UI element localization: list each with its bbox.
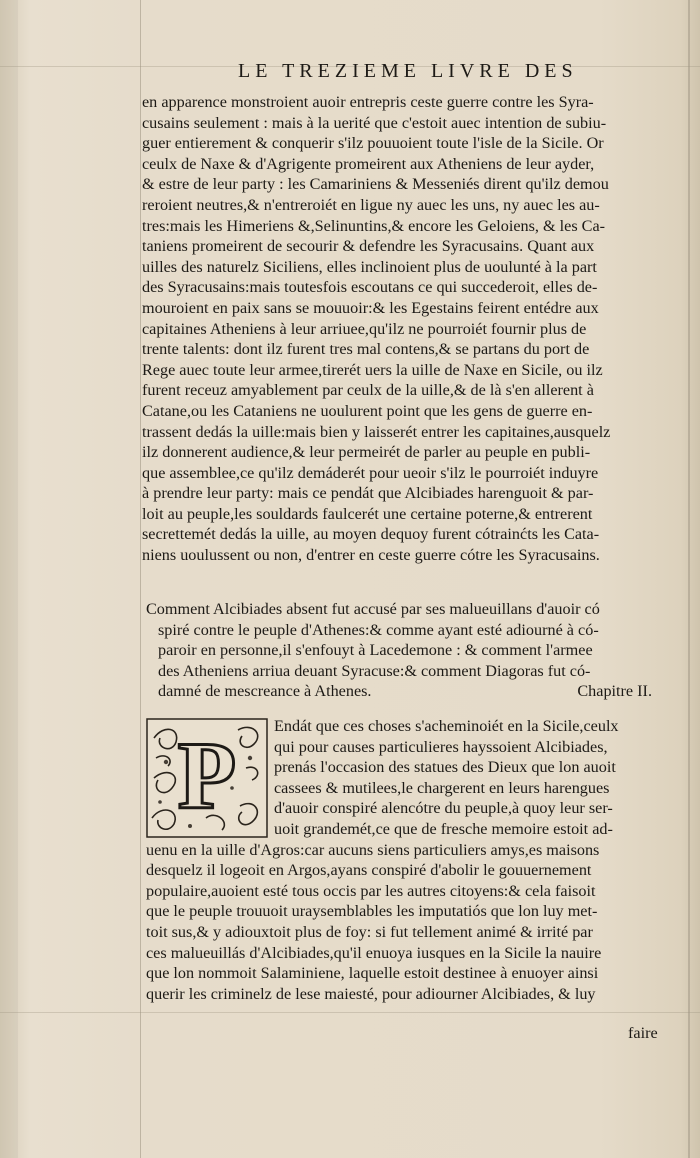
text-line: populaire,auoient esté tous occis par les autres citoyens:& cela faisoit	[146, 881, 596, 900]
text-line: d'auoir conspiré alencótre du peuple,à quoy leur ser-	[274, 799, 613, 818]
summary-line: paroir en personne,il s'enfouyt à Lacedemone : & comment l'armee	[158, 641, 593, 660]
summary-line: des Atheniens arriua deuant Syracuse:& comment Diagoras fut có-	[158, 661, 591, 680]
text-line: en apparence monstroient auoir entrepris ceste guerre contre les Syra-	[142, 93, 594, 111]
text-line: taniens promeirent de secourir & defendre les Syracusains. Quant aux	[142, 237, 595, 256]
right-page-edge	[688, 0, 690, 1158]
summary-line-last	[146, 681, 666, 702]
text-line: niens uoulussent ou non, d'entrer en ceste guerre cótre les Syracusains.	[142, 546, 600, 565]
text-line: que lon nommoit Salaminiene, laquelle estoit destinee à enuoyer ainsi	[146, 964, 599, 983]
chapter-summary	[146, 599, 666, 702]
text-line: & estre de leur party : les Camariniens & Messeniés dirent qu'ilz demou	[142, 175, 609, 194]
text-line: Rege auec toute leur armee,tirerét uers la uille de Naxe en Sicile, ou ilz	[142, 360, 603, 379]
text-line: à prendre leur party: mais ce pendát que Alcibiades harenguoit & par-	[142, 484, 594, 503]
initial-letter: P	[177, 722, 237, 829]
summary-line-text: damné de mescreance à Athenes.	[158, 682, 372, 701]
text-line: trassent dedás la uille:mais bien y laisserét entrer les capitaines,ausquelz	[142, 422, 611, 441]
text-line: ilz donnerent audience,& leur permeirét de parler au peuple en publi-	[142, 443, 591, 462]
running-head: LE TREZIEME LIVRE DES	[238, 60, 578, 82]
text-line: qui pour causes particulieres hayssoient Alcibiades,	[274, 737, 608, 756]
chapter-number: Chapitre II.	[577, 682, 652, 701]
text-line: que le peuple trouuoit uraysemblables les imputatiós que lon luy met-	[146, 902, 598, 921]
text-line: des Syracusains:mais toutesfois escoutans ce qui succederoit, elles de-	[142, 278, 598, 297]
bottom-rule	[0, 1012, 700, 1013]
text-line: prenás l'occasion des statues des Dieux que lon auoit	[274, 758, 616, 777]
text-line: furent receuz amyablement par ceulx de la uille,& de là s'en allerent à	[142, 381, 594, 400]
text-line: cusains seulement : mais à la uerité que c'estoit auec intention de subiu-	[142, 113, 607, 132]
text-line: tres:mais les Himeriens &,Selinuntins,& encore les Geloiens, & les Ca-	[142, 216, 606, 235]
catchword: faire	[628, 1024, 658, 1042]
text-line: cassees & mutilees,le chargerent en leurs harengues	[274, 778, 610, 797]
text-line: ceulx de Naxe & d'Agrigente promeirent aux Atheniens de leur ayder,	[142, 154, 595, 173]
text-line: trente talents: dont ilz furent tres mal contens,& se partans du port de	[142, 340, 590, 359]
text-line: guer entierement & conquerir s'ilz pouuoient toute l'isle de la Sicile. Or	[142, 134, 604, 153]
text-line: mouroient en paix sans se mouuoir:& les Egestains feirent entédre aux	[142, 298, 599, 317]
text-line: Endát que ces choses s'acheminoiét en la Sicile,ceulx	[274, 717, 619, 735]
body-paragraph-2	[146, 716, 668, 1004]
text-line: que assemblee,ce qu'ilz demáderét pour ueoir s'ilz le pourroiét induyre	[142, 463, 599, 482]
text-line: Catane,ou les Cataniens ne uoulurent point que les gens de guerre en-	[142, 401, 593, 420]
text-line: uenu en la uille d'Agros:car aucuns siens particuliers amys,es maisons	[146, 840, 600, 859]
body-paragraph-1	[142, 92, 666, 566]
summary-line: spiré contre le peuple d'Athenes:& comme ayant esté adiourné à có-	[158, 620, 599, 639]
text-line: querir les criminelz de lese maiesté, pour adiourner Alcibiades, & luy	[146, 984, 596, 1003]
text-line: ces malueuillás d'Alcibiades,qu'il enuoya iusques en la Sicile la nauire	[146, 943, 602, 962]
text-line: loit au peuple,les souldards faulcerét une certaine poterne,& entrerent	[142, 504, 593, 523]
text-line: capitaines Atheniens à leur arriuee,qu'ilz ne pourroiét fournir plus de	[142, 319, 587, 338]
text-line: uoit grandemét,ce que de fresche memoire estoit ad-	[274, 819, 613, 838]
text-line: secrettemét dedás la uille, au moyen dequoy furent cótrainćts les Cata-	[142, 525, 600, 544]
summary-line: Comment Alcibiades absent fut accusé par ses malueuillans d'auoir có	[146, 600, 600, 618]
text-line: reroient neutres,& n'entreroiét en ligue ny auec les uns, ny auec les au-	[142, 195, 600, 214]
text-line: desquelz il logeoit en Argos,ayans conspiré d'abolir le gouuernement	[146, 861, 592, 880]
text-line: toit sus,& y adiouxtoit plus de foy: si fut tellement animé & irrité par	[146, 922, 593, 941]
gutter-shadow	[0, 0, 18, 1158]
text-line: uilles des naturelz Siciliens, elles inclinoient plus de uoulunté à la part	[142, 257, 597, 276]
left-margin-rule	[140, 0, 141, 1158]
